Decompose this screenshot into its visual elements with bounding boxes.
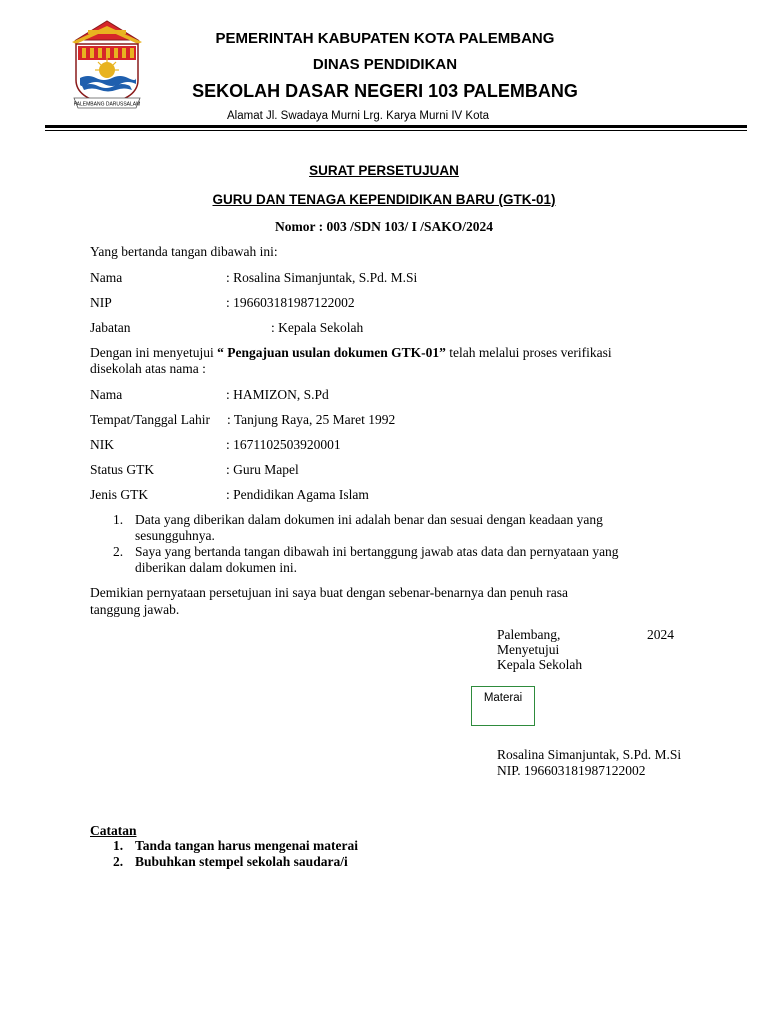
- signature-role: Kepala Sekolah: [497, 657, 583, 672]
- stamp-duty-label: Materai: [483, 692, 523, 704]
- logo-ribbon-text: PALEMBANG DARUSSALAM: [73, 101, 141, 108]
- letterhead-divider-thick: [45, 125, 747, 128]
- school-logo: [66, 18, 148, 110]
- document-subtitle: GURU DAN TENAGA KEPENDIDIKAN BARU (GTK-01): [212, 192, 556, 207]
- letterhead-line-3: SEKOLAH DASAR NEGERI 103 PALEMBANG: [192, 81, 578, 101]
- signer-position-label: Jabatan: [90, 320, 131, 335]
- closing-statement-line-2: tanggung jawab.: [90, 602, 180, 617]
- signature-place: Palembang,: [497, 627, 561, 642]
- approval-statement-line-2: disekolah atas nama :: [90, 361, 206, 376]
- signer-position-value: : Kepala Sekolah: [271, 320, 364, 335]
- teacher-type-value: : Pendidikan Agama Islam: [226, 487, 369, 502]
- signature-name: Rosalina Simanjuntak, S.Pd. M.Si: [497, 747, 682, 762]
- teacher-nik-value: : 1671102503920001: [226, 437, 341, 452]
- signer-nip-label: NIP: [90, 295, 112, 310]
- approval-suffix: telah melalui proses verifikasi: [445, 345, 612, 360]
- letterhead-divider-thin: [45, 130, 747, 131]
- teacher-name-value: : HAMIZON, S.Pd: [226, 387, 329, 402]
- letterhead-line-1: PEMERINTAH KABUPATEN KOTA PALEMBANG: [215, 30, 555, 47]
- stamp-duty-box: [471, 686, 535, 726]
- signer-nip-value: : 196603181987122002: [226, 295, 355, 310]
- closing-statement: Demikian pernyataan persetujuan ini saya buat dengan sebenar-benarnya dan penuh rasa: [90, 585, 569, 600]
- document-number: [0, 219, 768, 235]
- signature-year: 2024: [647, 627, 674, 642]
- signer-name-label: Nama: [90, 270, 123, 285]
- signature-approves: Menyetujui: [497, 642, 560, 657]
- document-number-value: 003 /SDN 103/ I /SAKO/2024: [326, 219, 494, 234]
- teacher-nik-label: NIK: [90, 437, 114, 452]
- signer-name-value: : Rosalina Simanjuntak, S.Pd. M.Si: [226, 270, 418, 285]
- notes-title: Catatan: [90, 823, 137, 838]
- note-item-number: 1.: [113, 838, 124, 853]
- list-item-number: 2.: [113, 544, 124, 559]
- note-item: [113, 854, 348, 870]
- list-item: [113, 512, 603, 528]
- letterhead-line-2: DINAS PENDIDIKAN: [312, 56, 458, 73]
- list-item: [113, 544, 619, 560]
- note-item-text: Tanda tangan harus mengenai materai: [135, 838, 359, 853]
- teacher-birth-label: Tempat/Tanggal Lahir: [90, 412, 210, 427]
- teacher-status-label: Status GTK: [90, 462, 155, 477]
- teacher-birth-value: : Tanjung Raya, 25 Maret 1992: [227, 412, 396, 427]
- list-item-text: Data yang diberikan dalam dokumen ini adalah benar dan sesuai dengan keadaan yang: [135, 512, 603, 527]
- approval-document-name: “ Pengajuan usulan dokumen GTK-01”: [217, 345, 446, 360]
- note-item: [113, 838, 358, 854]
- list-item-number: 1.: [113, 512, 124, 527]
- teacher-type-label: Jenis GTK: [90, 487, 149, 502]
- teacher-name-label: Nama: [90, 387, 123, 402]
- document-number-label: Nomor :: [274, 219, 324, 234]
- note-item-text: Bubuhkan stempel sekolah saudara/i: [135, 854, 348, 869]
- intro-text: Yang bertanda tangan dibawah ini:: [90, 244, 278, 259]
- document-title: SURAT PERSETUJUAN: [309, 163, 459, 178]
- note-item-number: 2.: [113, 854, 124, 869]
- letterhead-address: Alamat Jl. Swadaya Murni Lrg. Karya Murni IV Kota: [227, 110, 490, 122]
- signature-nip: NIP. 196603181987122002: [497, 763, 646, 778]
- list-item-text: Saya yang bertanda tangan dibawah ini bertanggung jawab atas data dan pernyataan yang: [135, 544, 619, 559]
- approval-prefix: Dengan ini menyetujui: [90, 345, 218, 360]
- list-item-continuation: sesungguhnya.: [135, 528, 215, 543]
- teacher-status-value: : Guru Mapel: [226, 462, 299, 477]
- approval-statement: [90, 345, 612, 361]
- list-item-continuation: diberikan dalam dokumen ini.: [135, 560, 297, 575]
